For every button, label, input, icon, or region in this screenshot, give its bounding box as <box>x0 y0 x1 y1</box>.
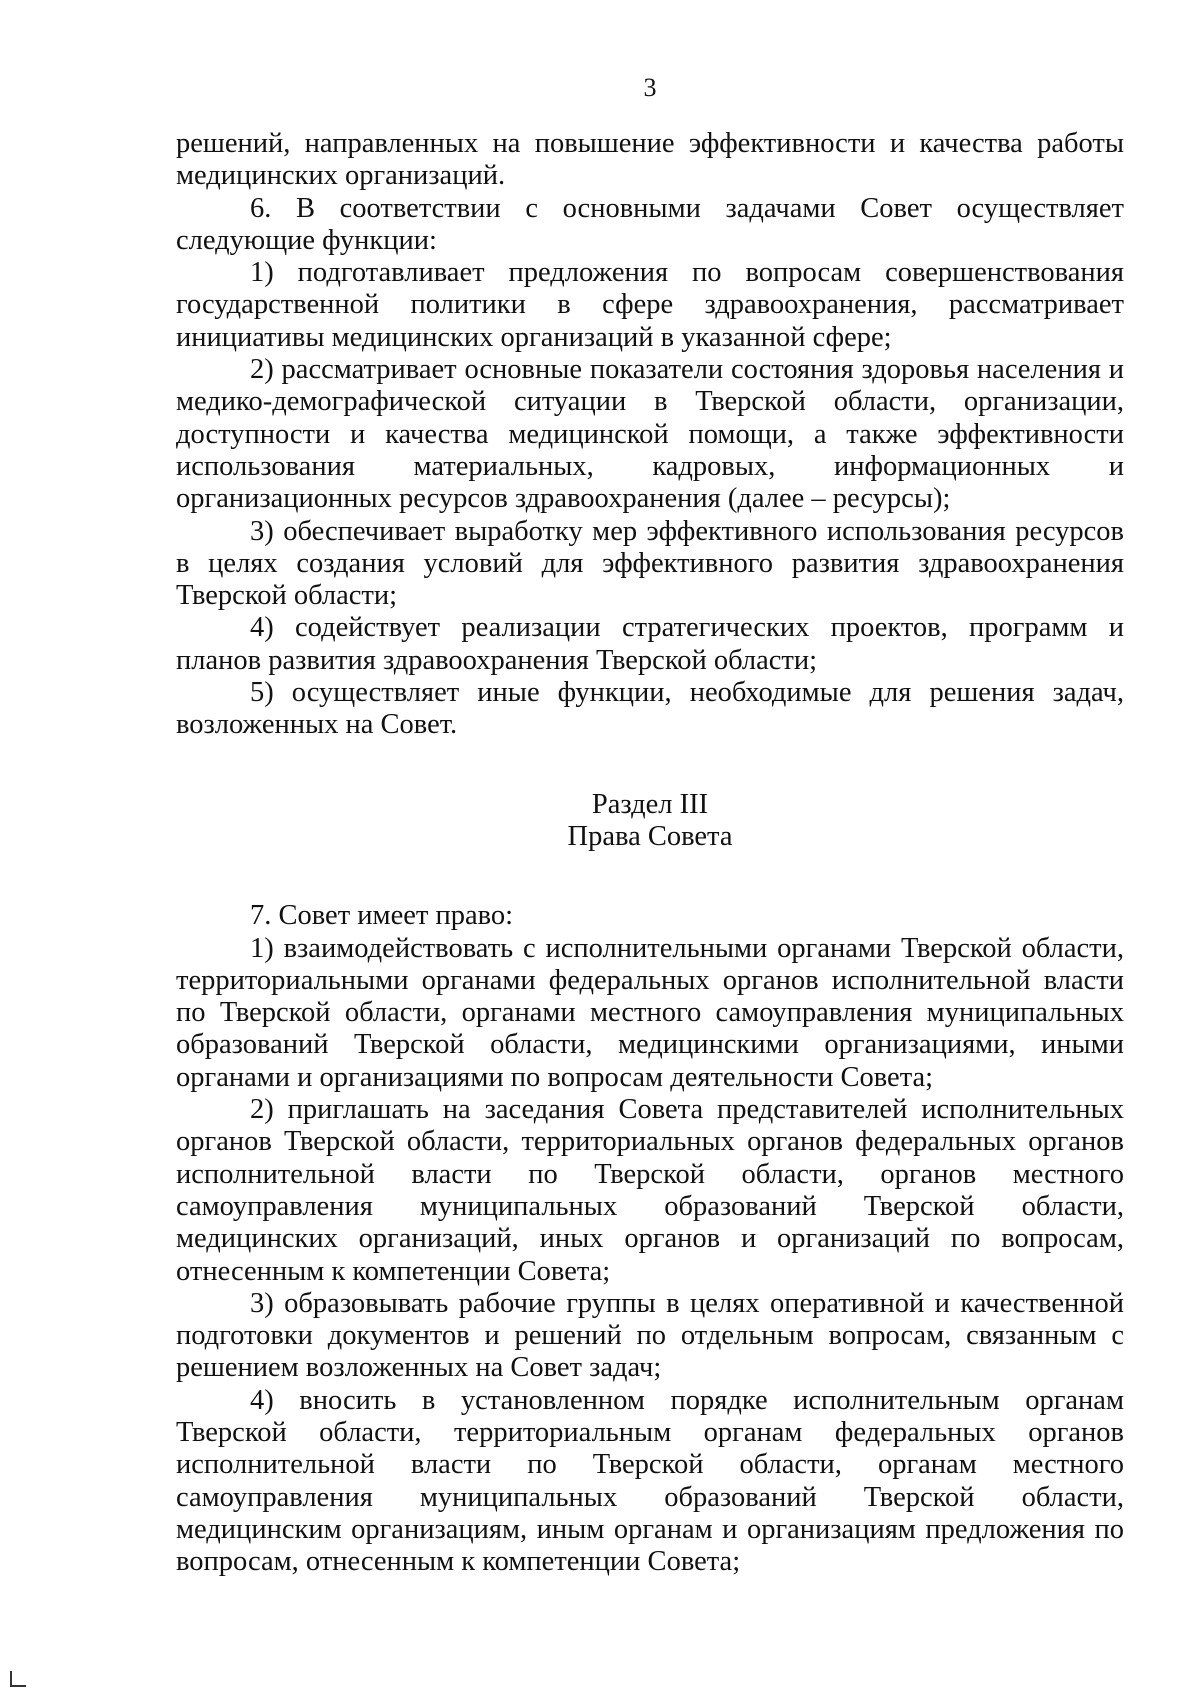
section-spacer-top <box>176 742 1124 789</box>
section-spacer-bottom <box>176 853 1124 900</box>
scan-corner-mark <box>10 1671 26 1687</box>
document-body <box>176 128 1124 1578</box>
paragraph-right-4: 4) вносить в установленном порядке исполнительным органам Тверской области, территориальным органам федеральных органов исполнительной власти по Тверской области, органам местного самоуправления муниципальных образований Тверской области, медицинским организациям, иным органам и организациям предложения по вопросам, отнесенным к компетенции Совета; <box>176 1384 1124 1578</box>
paragraph-function-5: 5) осуществляет иные функции, необходимые для решения задач, возложенных на Совет. <box>176 677 1124 741</box>
paragraph-right-3: 3) образовывать рабочие группы в целях оперативной и качественной подготовки документов и решений по отдельным вопросам, связанным с решением возложенных на Совет задач; <box>176 1287 1124 1384</box>
paragraph-function-1: 1) подготавливает предложения по вопросам совершенствования государственной политики в сфере здравоохранения, рассматривает инициативы медицинских организаций в указанной сфере; <box>176 257 1124 353</box>
paragraph-right-2: 2) приглашать на заседания Совета представителей исполнительных органов Тверской области, территориальных органов федеральных органов исполнительной власти по Тверской области, органов местного самоуправления муниципальных образований Тверской области, медицинских организаций, иных органов и организаций по вопросам, отнесенным к компетенции Совета; <box>176 1094 1124 1287</box>
section-number-heading: Раздел III <box>591 788 709 820</box>
paragraph-right-1: 1) взаимодействовать с исполнительными органами Тверской области, территориальными органами федеральных органов исполнительной власти по Тверской области, органами местного самоуправления муниципальных образований Тверской области, медицинскими организациями, иными органами и организациями по вопросам деятельности Совета; <box>176 932 1124 1093</box>
section-title-heading: Права Совета <box>567 820 733 852</box>
paragraph-item-6: 6. В соответствии с основными задачами Совет осуществляет следующие функции: <box>176 192 1124 256</box>
paragraph-function-4: 4) содействует реализации стратегических проектов, программ и планов развития здравоохранения Тверской области; <box>176 612 1124 676</box>
paragraph-function-2: 2) рассматривает основные показатели состояния здоровья населения и медико-демографической ситуации в Тверской области, организации, доступности и качества медицинской помощи, а также эффективности использования материальных, кадровых, информационных и организационных ресурсов здравоохранения (далее – ресурсы); <box>176 354 1124 515</box>
paragraph-continuation: решений, направленных на повышение эффективности и качества работы медицинских организаций. <box>176 128 1124 192</box>
paragraph-item-7: 7. Совет имеет право: <box>250 900 514 932</box>
page-number: 3 <box>643 73 657 102</box>
paragraph-function-3: 3) обеспечивает выработку мер эффективного использования ресурсов в целях создания условий для эффективного развития здравоохранения Тверской области; <box>176 515 1124 612</box>
